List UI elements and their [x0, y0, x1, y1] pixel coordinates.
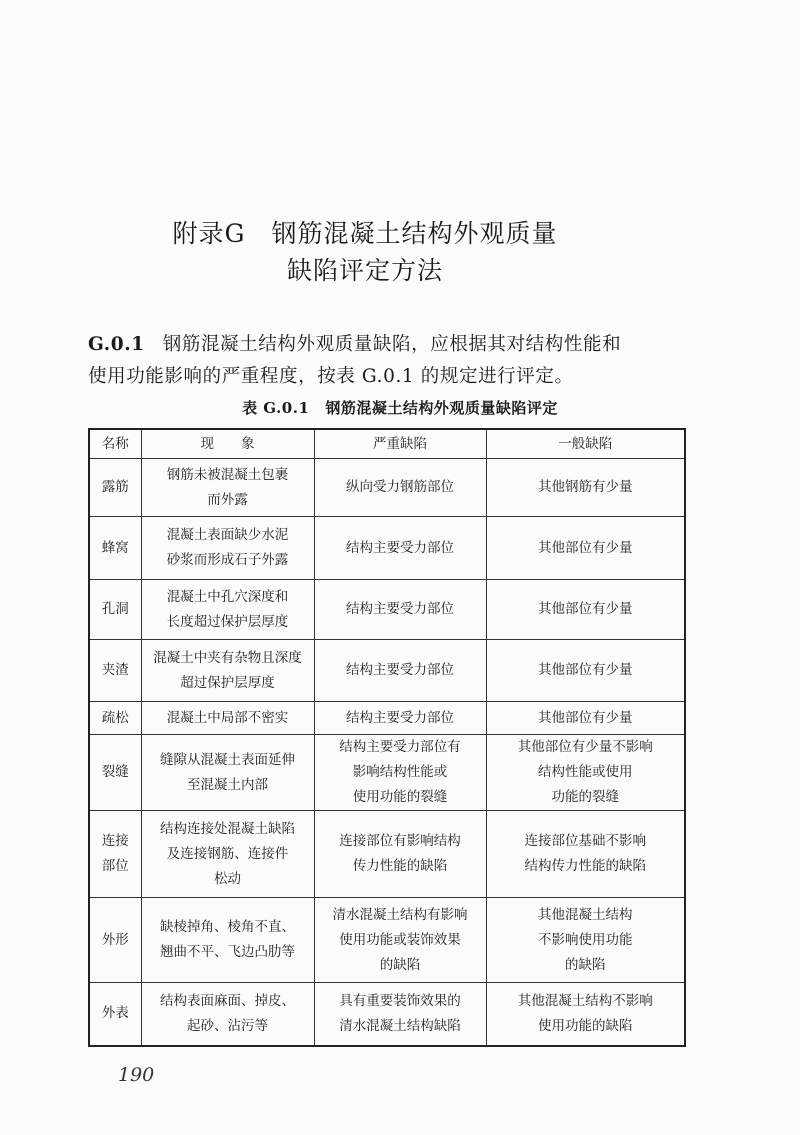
table-caption-number: 表 G.0.1 — [242, 399, 310, 417]
page-number: 190 — [118, 1064, 155, 1086]
cell-name: 连接 部位 — [89, 811, 141, 898]
cell-serious-defect: 连接部位有影响结构 传力性能的缺陷 — [314, 811, 486, 898]
cell-general-defect: 其他钢筋有少量 — [486, 459, 685, 517]
table-row — [89, 983, 685, 1046]
table-row — [89, 898, 685, 983]
clause-text-line1: 钢筋混凝土结构外观质量缺陷，应根据其对结构性能和 — [162, 334, 622, 355]
table-row — [89, 580, 685, 640]
cell-phenomenon: 钢筋未被混凝土包裹 而外露 — [141, 459, 314, 517]
table-row — [89, 517, 685, 580]
table-row — [89, 702, 685, 735]
cell-general-defect: 连接部位基础不影响 结构传力性能的缺陷 — [486, 811, 685, 898]
clause-number: G.0.1 — [88, 334, 145, 355]
cell-serious-defect: 结构主要受力部位 — [314, 640, 486, 702]
cell-serious-defect: 结构主要受力部位 — [314, 702, 486, 735]
cell-general-defect: 其他部位有少量 — [486, 640, 685, 702]
cell-serious-defect: 清水混凝土结构有影响 使用功能或装饰效果 的缺陷 — [314, 898, 486, 983]
table-row — [89, 735, 685, 811]
cell-phenomenon: 缺棱掉角、棱角不直、 翘曲不平、飞边凸肋等 — [141, 898, 314, 983]
table-body — [89, 459, 685, 1046]
table-caption — [0, 397, 800, 418]
cell-serious-defect: 结构主要受力部位 — [314, 517, 486, 580]
appendix-title-line1: 附录G 钢筋混凝土结构外观质量 — [172, 219, 558, 248]
cell-serious-defect: 结构主要受力部位有 影响结构性能或 使用功能的裂缝 — [314, 735, 486, 811]
cell-general-defect: 其他部位有少量不影响 结构性能或使用 功能的裂缝 — [486, 735, 685, 811]
table-row — [89, 640, 685, 702]
table-row — [89, 459, 685, 517]
cell-serious-defect: 具有重要装饰效果的 清水混凝土结构缺陷 — [314, 983, 486, 1046]
header-general-defect: 一般缺陷 — [486, 429, 685, 459]
header-serious-defect: 严重缺陷 — [314, 429, 486, 459]
clause-text-line2: 使用功能影响的严重程度，按表 G.0.1 的规定进行评定。 — [88, 366, 574, 387]
cell-name: 裂缝 — [89, 735, 141, 811]
cell-name: 外形 — [89, 898, 141, 983]
cell-serious-defect: 纵向受力钢筋部位 — [314, 459, 486, 517]
table-header-row — [89, 429, 685, 459]
cell-name: 露筋 — [89, 459, 141, 517]
table-row — [89, 811, 685, 898]
cell-name: 蜂窝 — [89, 517, 141, 580]
cell-phenomenon: 缝隙从混凝土表面延伸 至混凝土内部 — [141, 735, 314, 811]
cell-serious-defect: 结构主要受力部位 — [314, 580, 486, 640]
cell-name: 夹渣 — [89, 640, 141, 702]
cell-name: 疏松 — [89, 702, 141, 735]
cell-phenomenon: 混凝土表面缺少水泥 砂浆而形成石子外露 — [141, 517, 314, 580]
cell-general-defect: 其他部位有少量 — [486, 517, 685, 580]
header-name: 名称 — [89, 429, 141, 459]
cell-general-defect: 其他混凝土结构不影响 使用功能的缺陷 — [486, 983, 685, 1046]
cell-general-defect: 其他部位有少量 — [486, 702, 685, 735]
cell-phenomenon: 结构表面麻面、掉皮、 起砂、沾污等 — [141, 983, 314, 1046]
defect-evaluation-table — [88, 428, 686, 1047]
cell-phenomenon: 结构连接处混凝土缺陷 及连接钢筋、连接件 松动 — [141, 811, 314, 898]
cell-phenomenon: 混凝土中孔穴深度和 长度超过保护层厚度 — [141, 580, 314, 640]
cell-phenomenon: 混凝土中夹有杂物且深度 超过保护层厚度 — [141, 640, 314, 702]
clause-paragraph-line1 — [88, 330, 621, 356]
cell-name: 孔洞 — [89, 580, 141, 640]
cell-general-defect: 其他部位有少量 — [486, 580, 685, 640]
header-phenomenon: 现 象 — [141, 429, 314, 459]
cell-name: 外表 — [89, 983, 141, 1046]
appendix-title-line2: 缺陷评定方法 — [286, 256, 443, 285]
table-caption-title: 钢筋混凝土结构外观质量缺陷评定 — [325, 399, 558, 417]
cell-phenomenon: 混凝土中局部不密实 — [141, 702, 314, 735]
cell-general-defect: 其他混凝土结构 不影响使用功能 的缺陷 — [486, 898, 685, 983]
